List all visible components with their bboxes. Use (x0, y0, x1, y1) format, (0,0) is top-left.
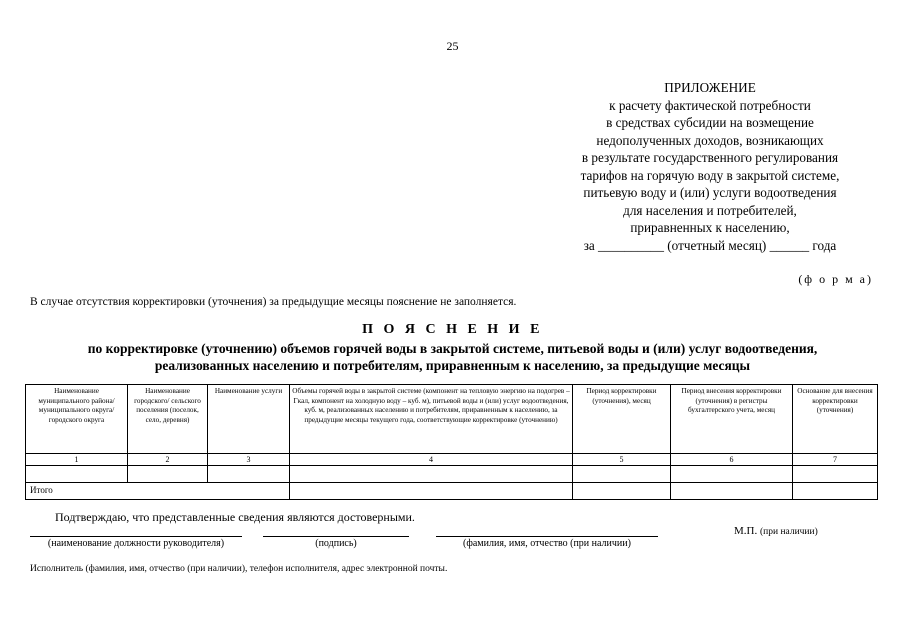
column-number: 6 (671, 454, 793, 466)
table-cell[interactable] (128, 466, 208, 483)
column-number: 5 (573, 454, 671, 466)
appendix-line: ПРИЛОЖЕНИЕ (664, 80, 756, 95)
header-basis: Основание для внесения корректировки (уточнения) (793, 385, 878, 454)
page-number: 25 (446, 39, 459, 53)
table-data-row (26, 466, 878, 483)
column-number: 1 (26, 454, 128, 466)
appendix-line: питьевую воду и (или) услуги водоотведения (583, 185, 837, 200)
signature-line[interactable] (263, 536, 409, 537)
appendix-line: недополученных доходов, возникающих (596, 132, 824, 148)
stamp-main: М.П. (734, 525, 758, 537)
explanation-table (25, 384, 878, 500)
table-cell[interactable] (671, 466, 793, 483)
name-line[interactable] (436, 536, 658, 537)
appendix-line: к расчету фактической потребности (609, 97, 811, 113)
header-district: Наименование муниципального района/ муниципального округа/ городского округа (26, 385, 128, 454)
position-label: (наименование должности руководителя) (47, 538, 225, 549)
column-number: 3 (208, 454, 290, 466)
table-number-row (26, 454, 878, 466)
stamp-note: (при наличии) (759, 527, 818, 537)
appendix-line: приравненных к населению, (630, 220, 790, 235)
header-volumes: Объемы горячей воды в закрытой системе (компонент на тепловую энергию на подогрев – Гкал, компонент на холодную воду – куб. м), питьевой воды и (или) услуг водоотведения, куб. м, реализованных населению и потребителям, приравненным к населению, за предыдущие месяцы текущего года, соответствующие корректировке (уточнению) (290, 385, 573, 454)
column-number: 2 (128, 454, 208, 466)
header-accounting-period: Период внесения корректировки (уточнения) в регистры бухгалтерского учета, месяц (671, 385, 793, 454)
total-cell[interactable] (290, 483, 573, 500)
signature-label: (подпись) (315, 538, 357, 549)
appendix-line: тарифов на горячую воду в закрытой системе, (580, 167, 840, 183)
form-mark: (ф о р м а) (798, 272, 873, 286)
subtitle-line: реализованных населению и потребителям, приравненным к населению, за предыдущие месяцы (154, 358, 751, 373)
header-correction-period: Период корректировки (уточнения), месяц (573, 385, 671, 454)
header-settlement: Наименование городского/ сельского поселения (поселок, село, деревня) (128, 385, 208, 454)
table-cell[interactable] (208, 466, 290, 483)
total-label: Итого (26, 483, 290, 500)
table-cell[interactable] (793, 466, 878, 483)
position-line[interactable] (30, 536, 242, 537)
appendix-line: в средствах субсидии на возмещение (606, 115, 814, 130)
document-title: П О Я С Н Е Н И Е (362, 322, 543, 337)
appendix-line: за __________ (отчетный месяц) ______ года (583, 237, 837, 253)
confirmation-text: Подтверждаю, что представленные сведения являются достоверными. (55, 510, 415, 524)
note-text: В случае отсутствия корректировки (уточнения) за предыдущие месяцы пояснение не заполняется. (30, 296, 517, 308)
subtitle-line: по корректировке (уточнению) объемов горячей воды в закрытой системе, питьевой воды и (или) услуг водоотведения, (87, 341, 818, 356)
name-label: (фамилия, имя, отчество (при наличии) (463, 538, 631, 549)
table-cell[interactable] (573, 466, 671, 483)
executor-text: Исполнитель (фамилия, имя, отчество (при наличии), телефон исполнителя, адрес электронной почты. (30, 564, 448, 574)
column-number: 7 (793, 454, 878, 466)
appendix-block (540, 79, 880, 254)
stamp-placeholder (734, 525, 818, 537)
table-header-row (26, 385, 878, 454)
table-total-row (26, 483, 878, 500)
table-cell[interactable] (290, 466, 573, 483)
column-number: 4 (290, 454, 573, 466)
document-subtitle (20, 340, 885, 374)
appendix-line: в результате государственного регулирования (581, 150, 839, 165)
appendix-line: для населения и потребителей, (623, 202, 797, 218)
total-cell[interactable] (671, 483, 793, 500)
total-cell[interactable] (573, 483, 671, 500)
total-cell[interactable] (793, 483, 878, 500)
header-service: Наименование услуги (208, 385, 290, 454)
table-cell[interactable] (26, 466, 128, 483)
